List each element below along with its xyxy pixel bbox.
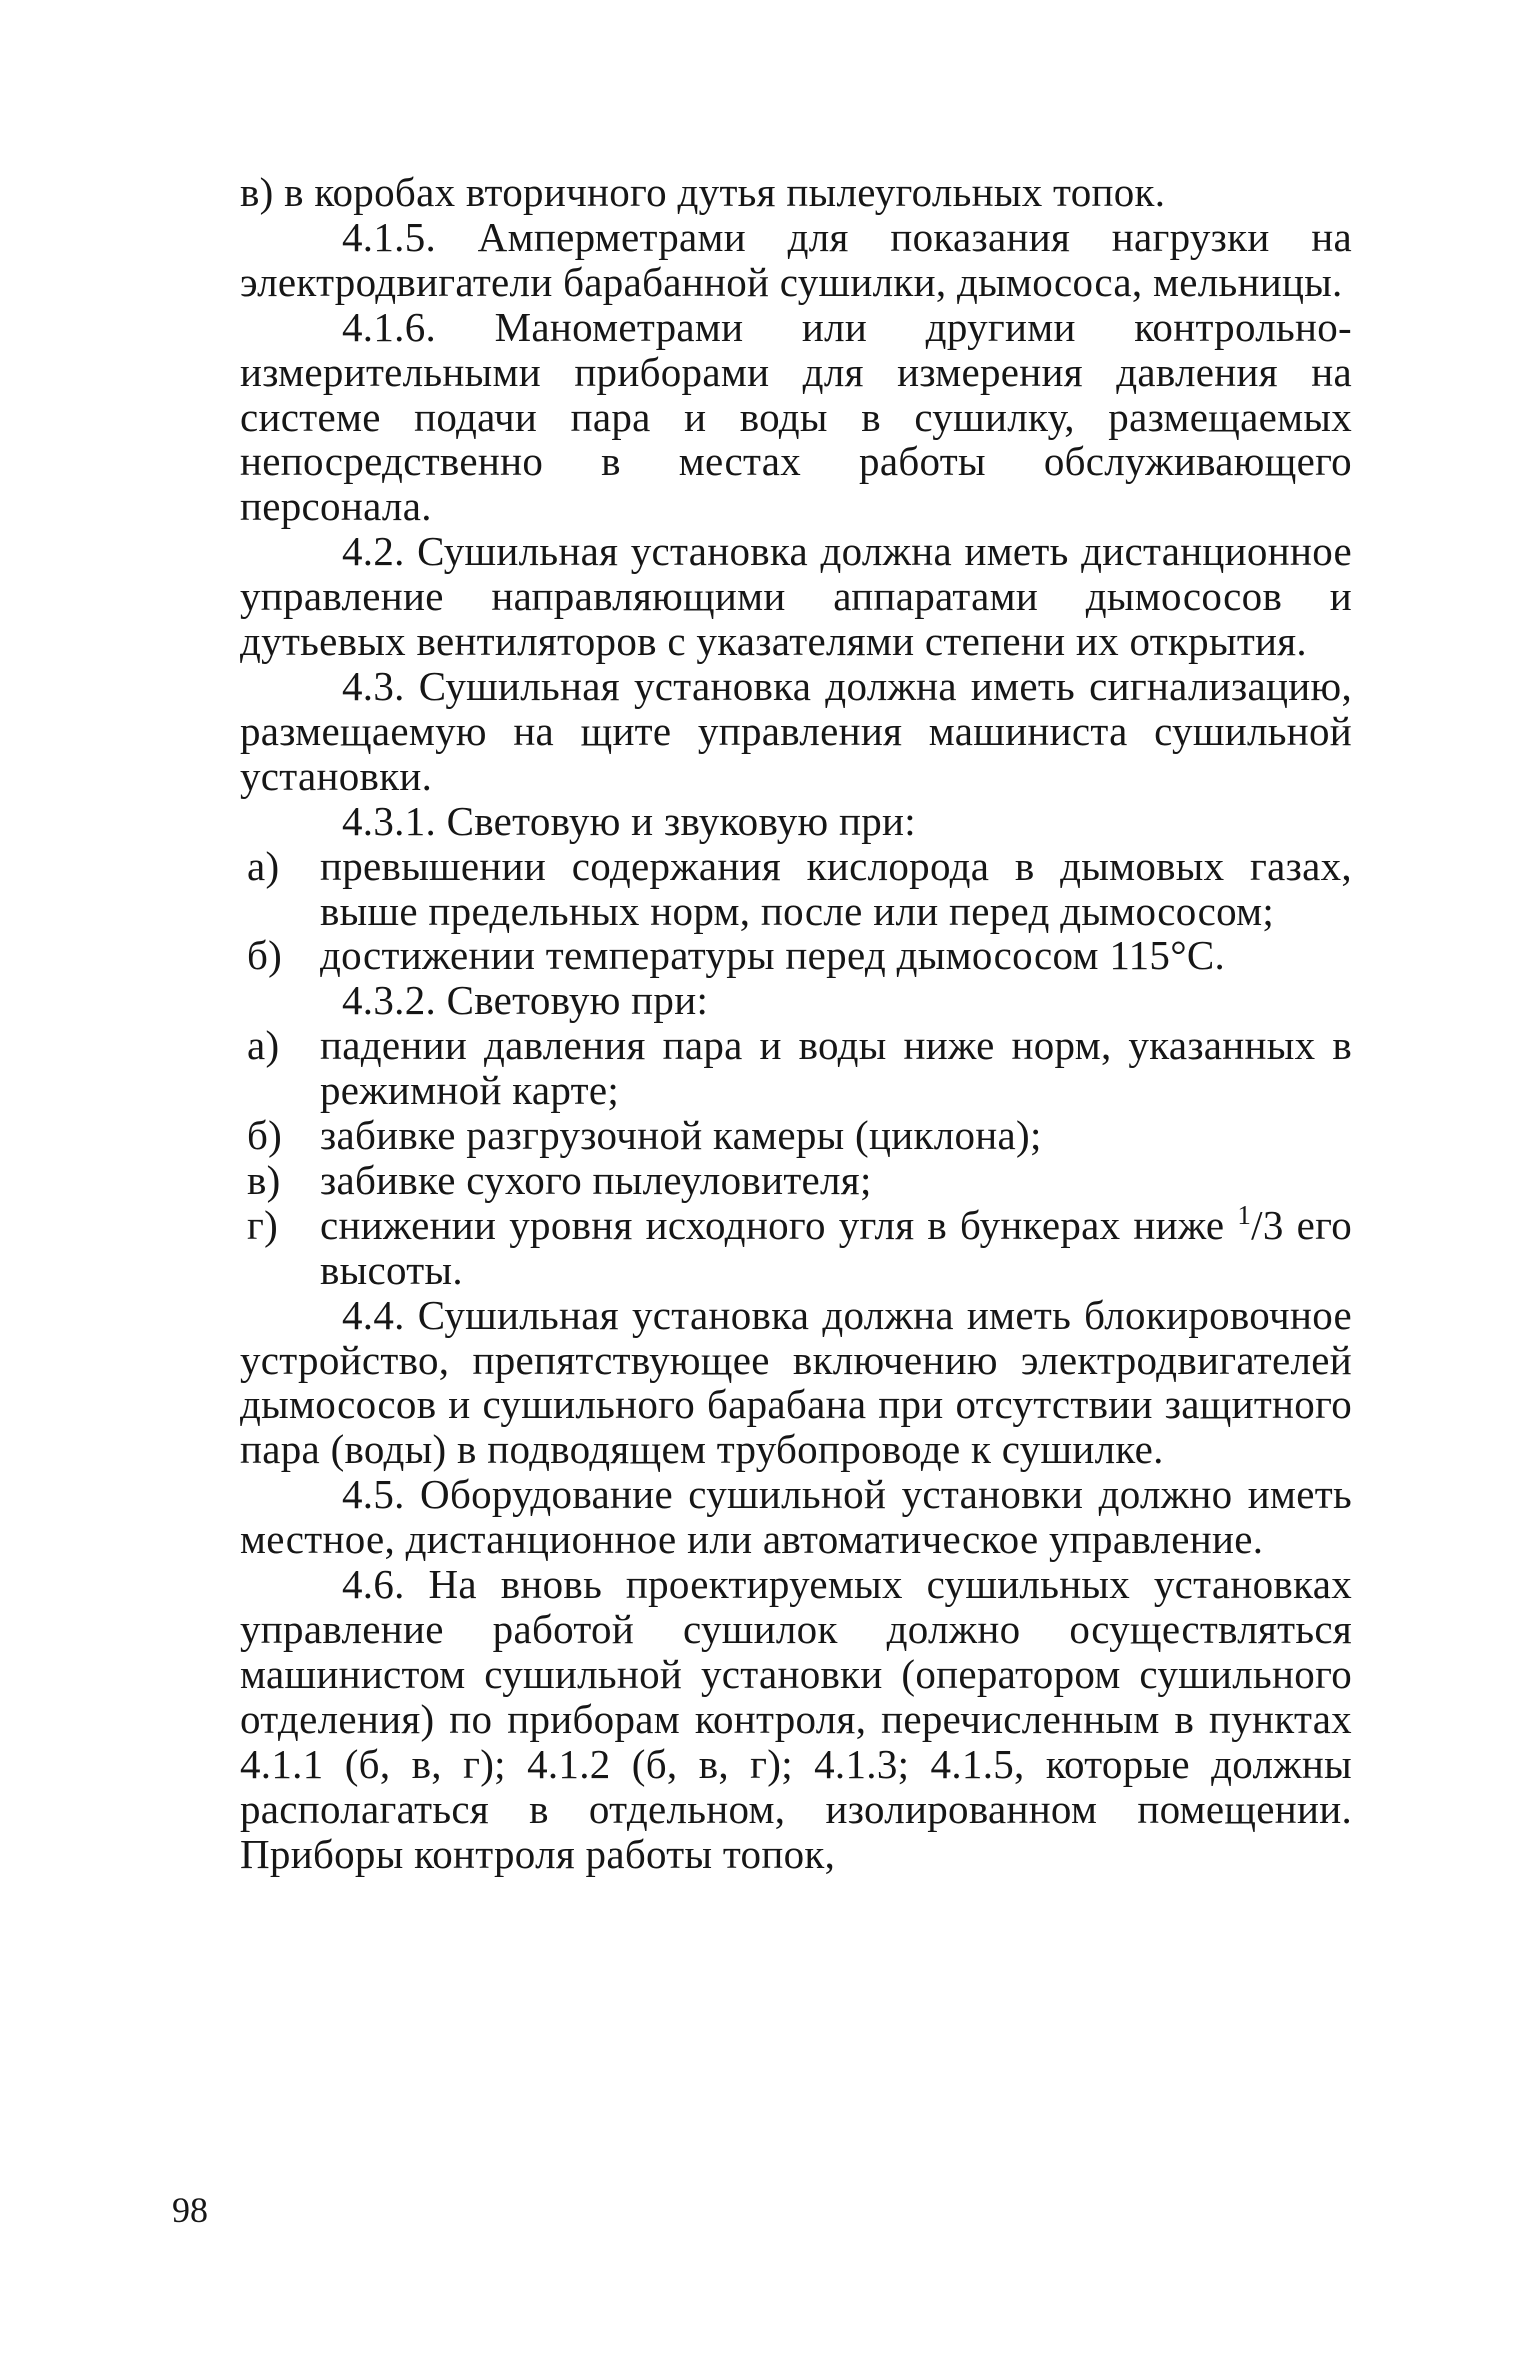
list-item [240,1023,1352,1113]
paragraph-4-1-6: 4.1.6. Манометрами или другими контрольно-измерительными приборами для измерения давления на системе подачи пара и воды в сушилку, размещаемых непосредственно в местах работы обслуживающего персонала. [240,303,1352,530]
list-marker: г) [247,1201,279,1248]
list-marker: в) [247,1156,281,1203]
list-item [240,1158,1352,1203]
paragraph-4-3-1: 4.3.1. Световую и звуковую при: [342,797,916,844]
list-item [240,1113,1352,1158]
body-text [240,170,1352,1876]
paragraph-4-1-5: 4.1.5. Амперметрами для показания нагрузки на электродвигатели барабанной сушилки, дымососа, мельницы. [240,213,1352,305]
list-marker: б) [247,932,283,979]
paragraph-4-6: 4.6. На вновь проектируемых сушильных установках управление работой сушилок должно осуществляться машинистом сушильной установки (оператором сушильного отделения) по приборам контроля, перечисленным в пунктах 4.1.1 (б, в, г); 4.1.2 (б, в, г); 4.1.3; 4.1.5, которые должны располагаться в отдельном, изолированном помещении. Приборы контроля работы топок, [240,1561,1352,1877]
page-number: 98 [172,2190,208,2230]
list-item-text: превышении содержания кислорода в дымовых газах, выше предельных норм, после или перед дымососом; [320,842,1352,934]
paragraph-continuation: в) в коробах вторичного дутья пылеугольных топок. [240,169,1166,215]
list-item-text [320,1199,1352,1293]
list-item-text: падении давления пара и воды ниже норм, указанных в режимной карте; [320,1022,1352,1114]
paragraph-4-2: 4.2. Сушильная установка должна иметь дистанционное управление направляющими аппаратами дымососов и дутьевых вентиляторов с указателями степени их открытия. [240,528,1352,665]
list-item-text: забивке сухого пылеуловителя; [320,1156,872,1203]
paragraph-4-3-2: 4.3.2. Световую при: [342,977,709,1024]
list-marker: а) [247,842,280,889]
list-marker: б) [247,1112,283,1159]
fraction-denominator: /3 [1251,1201,1284,1248]
paragraph-4-4: 4.4. Сушильная установка должна иметь блокировочное устройство, препятствующее включению электродвигателей дымососов и сушильного барабана при отсутствии защитного пара (воды) в подводящем трубопроводе к сушилке. [240,1291,1352,1473]
list-item [240,933,1352,978]
list-item [240,1199,1352,1293]
list-item-text-part: снижении уровня исходного угля в бункерах ниже [320,1201,1238,1248]
list-item-text: достижении температуры перед дымососом 115°С. [320,932,1226,979]
list-item [240,844,1352,934]
list-marker: а) [247,1022,280,1069]
list-item-text-part: его высоты. [320,1201,1352,1293]
fraction-numerator: 1 [1237,1199,1252,1230]
list-item-text: забивке разгрузочной камеры (циклона); [320,1112,1042,1159]
paragraph-4-3: 4.3. Сушильная установка должна иметь сигнализацию, размещаемую на щите управления машиниста сушильной установки. [240,662,1352,799]
paragraph-4-5: 4.5. Оборудование сушильной установки должно иметь местное, дистанционное или автоматическое управление. [240,1471,1352,1563]
